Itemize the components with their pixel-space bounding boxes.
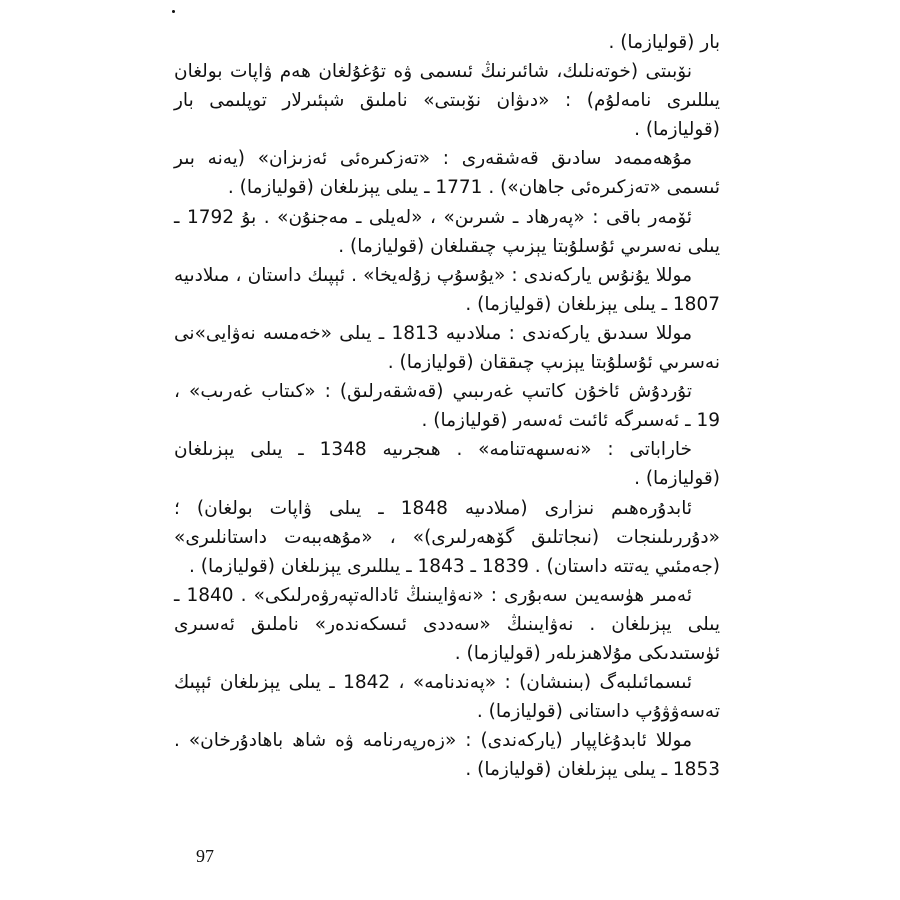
paragraph-continuation: بار (قولیازما) . bbox=[608, 32, 720, 53]
paragraph-molla-abdughappar: موللا ئابدۇغاپپار (ياركەندى) : «زەرپەرنامە ۋە شاھ باھادۇرخان» . 1853 ـ يىلى يېزىلغان (قولیازما) . bbox=[174, 730, 720, 781]
paragraph-ismailbeg: ئىسمائىلبەگ (بىنىشان) : «پەندنامە» ، 1842 ـ يىلى يېزىلغان ئېپىك تەسەۋۋۇپ داستانى (قولیازما) . bbox=[174, 672, 720, 723]
paragraph-muhammad-sadiq: مۇھەممەد سادىق قەشقەرى : «تەزكىرەئى ئەزىزان» (يەنە بىر ئىسمى «تەزكىرەئى جاھان») . 1771 ـ يىلى يېزىلغان (قولیازما) . bbox=[174, 148, 720, 199]
body-text bbox=[174, 28, 720, 784]
paragraph-omar-husayn: ئەمىر ھۈسەيىن سەبۇرى : «نەۋايىنىڭ ئادالەتپەرۋەرلىكى» . 1840 ـ يىلى يېزىلغان . نەۋايىنىڭ «سەددى ئىسكەندەر» ناملىق ئەسىرى ئۈستىدىكى مۇلاھىزىلەر (قولیازما) . bbox=[174, 584, 720, 664]
paragraph-omar-baqi: ئۆمەر باقى : «پەرھاد ـ شىرىن» ، «لەيلى ـ مەجنۇن» . بۇ 1792 ـ يىلى نەسرىي ئۇسلۇبتا يېزىپ چىقىلغان (قولیازما) . bbox=[174, 206, 720, 257]
paragraph-turdush-akhun: تۇردۇش ئاخۇن كاتىپ غەرىبىي (قەشقەرلىق) : «كىتاب غەرىب» ، 19 ـ ئەسىرگە ئائىت ئەسەر (قولیازما) . bbox=[174, 381, 720, 432]
paragraph-molla-siddiq: موللا سىدىق ياركەندى : مىلادىيە 1813 ـ يىلى «خەمسە نەۋايى»نى نەسرىي ئۇسلۇبتا يېزىپ چىققان (قولیازما) . bbox=[174, 322, 720, 374]
page-number: 97 bbox=[196, 846, 214, 866]
paragraph-kharabati: خاراباتى : «نەسىھەتنامە» . ھىجرىيە 1348 ـ يىلى يېزىلغان (قولیازما) . bbox=[174, 439, 720, 490]
paragraph-molla-yunus: موللا يۇنۇس ياركەندى : «يۇسۇپ زۇلەيخا» . ئېپىك داستان ، مىلادىيە 1807 ـ يىلى يېزىلغان (قولیازما) . bbox=[174, 264, 720, 315]
ink-dot bbox=[172, 10, 175, 13]
paragraph-nobiti: نۆبىتى (خوتەنلىك، شائىرنىڭ ئىسمى ۋە تۇغۇلغان ھەم ۋاپات بولغان يىللىرى نامەلۇم) : «دىۋان نۆبىتى» ناملىق شېئىرلار توپلىمى بار (قولیازما) . bbox=[174, 61, 720, 141]
paragraph-abdurehim-nizari: ئابدۇرەھىم نىزارى (مىلادىيە 1848 ـ يىلى ۋاپات بولغان) ؛ «دۇررىلىنجات (نىجاتلىق گۆھەرلىرى)» ، «مۇھەببەت داستانلىرى» (جەمئىي يەتتە داستان) . 1839 ـ 1843 ـ يىللىرى يېزىلغان (قولیازما) . bbox=[174, 497, 720, 577]
